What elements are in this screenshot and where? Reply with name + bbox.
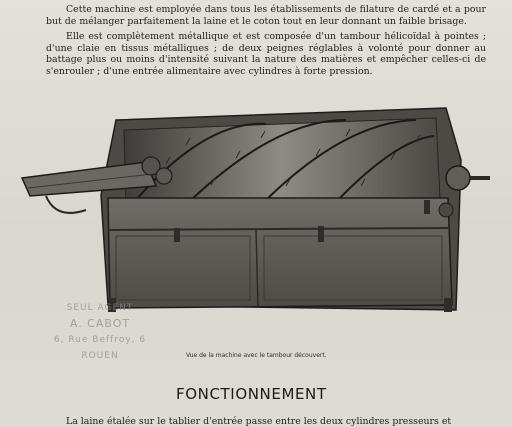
feed-support bbox=[46, 196, 86, 213]
handle-2 bbox=[318, 226, 324, 242]
pressure-roller-2 bbox=[156, 168, 172, 184]
intro-text bbox=[46, 4, 486, 82]
intro-paragraph-1: Cette machine est employée dans tous les établissements de filature de cardé et a pour but de mélanger parfaitement la laine et le coton tout en leur donnant un faible brisage. bbox=[46, 4, 486, 27]
drive-pulley bbox=[446, 166, 470, 190]
handle-3 bbox=[424, 200, 430, 214]
stamp-line-3: 6, Rue Beffroy, 6 bbox=[53, 335, 147, 345]
figure-caption: Vue de la machine avec le tambour découvert. bbox=[186, 352, 327, 359]
section-text: La laine étalée sur le tablier d'entrée passe entre les deux cylindres presseurs et bbox=[66, 416, 452, 427]
stamp-line-4: ROUEN bbox=[81, 351, 119, 361]
front-panel bbox=[108, 198, 452, 308]
machine-illustration bbox=[16, 100, 496, 330]
stamp-line-2: A. CABOT bbox=[69, 317, 131, 330]
handle-1 bbox=[174, 228, 180, 242]
drum-interior bbox=[124, 118, 440, 205]
lower-gear bbox=[439, 203, 453, 217]
agent-stamp bbox=[40, 300, 160, 364]
leg-right bbox=[444, 298, 452, 312]
section-heading: FONCTIONNEMENT bbox=[176, 385, 327, 403]
stamp-line-1: SEUL AGENT bbox=[66, 303, 134, 313]
intro-paragraph-2: Elle est complètement métallique et est composée d'un tambour hélicoïdal à pointes ; d'une claie en tissus métalliques ; de deux peignes réglables à volonté pour donner au battage plus ou moins d'intensité suivant la nature des matières et empêcher celles-ci de s'enrouler ; d'une entrée alimentaire avec cylindres à forte pression. bbox=[46, 31, 486, 77]
